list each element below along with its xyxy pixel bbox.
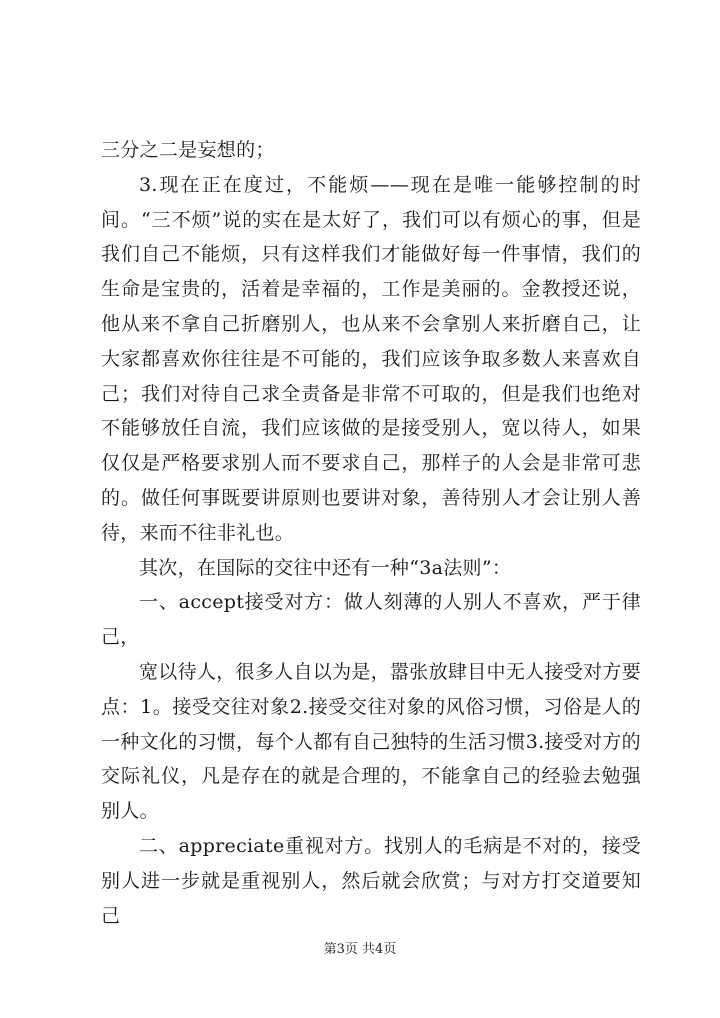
paragraph-3: 其次，在国际的交往中还有一种“3a法则”： <box>139 556 512 579</box>
paragraph-4: 一、accept接受对方：做人刻薄的人别人不喜欢，严于律己， <box>101 591 641 649</box>
paragraph-2: 3.现在正在度过，不能烦——现在是唯一能够控制的时间。“三不烦”说的实在是太好了，我们可以有烦心的事，但是我们自己不能烦，只有这样我们才能做好每一件事情，我们的生命是宝贵的，活着是幸福的，工作是美丽的。金教授还说，他从来不拿自己折磨别人，也从来不会拿别人来折磨自己，让大家都喜欢你往往是不可能的，我们应该争取多数人来喜欢自己；我们对待自己求全责备是非常不可取的，但是我们也绝对不能够放任自流，我们应该做的是接受别人，宽以待人，如果仅仅是严格要求别人而不要求自己，那样子的人会是非常可悲的。做任何事既要讲原则也要讲对象，善待别人才会让别人善待，来而不往非礼也。 <box>101 173 641 544</box>
paragraph-1: 三分之二是妄想的； <box>101 139 275 161</box>
page-footer: 第3页 共4页 <box>323 942 397 957</box>
paragraph-5: 宽以待人，很多人自以为是，嚣张放肆目中无人接受对方要点：1。接受交往对象2.接受交往对象的风俗习惯，习俗是人的一种文化的习惯，每个人都有自己独特的生活习惯3.接受对方的交际礼仪，凡是存在的就是合理的，不能拿自己的经验去勉强别人。 <box>101 660 641 823</box>
document-body <box>101 133 641 933</box>
paragraph-6: 二、appreciate重视对方。找别人的毛病是不对的，接受别人进一步就是重视别人，然后就会欣赏；与对方打交道要知己 <box>101 834 641 927</box>
